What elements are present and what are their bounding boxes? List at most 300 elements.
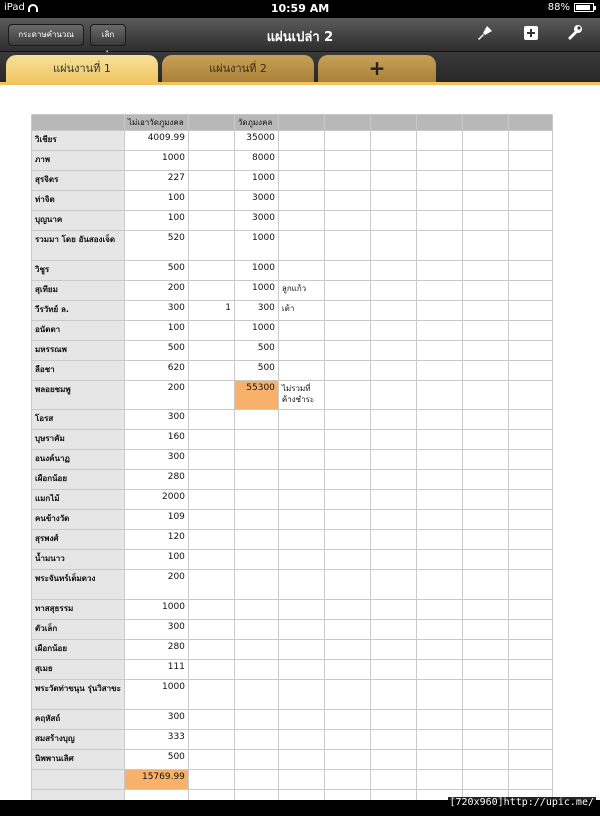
table-cell[interactable] xyxy=(416,550,462,570)
table-cell[interactable] xyxy=(188,570,234,600)
table-cell[interactable]: 160 xyxy=(124,430,188,450)
table-cell[interactable] xyxy=(416,341,462,361)
header-cell[interactable] xyxy=(324,115,370,131)
table-cell[interactable] xyxy=(508,550,552,570)
table-cell[interactable] xyxy=(324,381,370,410)
table-cell[interactable]: 100 xyxy=(124,550,188,570)
table-cell[interactable] xyxy=(462,281,508,301)
table-cell[interactable]: 280 xyxy=(124,640,188,660)
table-cell[interactable] xyxy=(508,430,552,450)
row-label-cell[interactable]: บุญนาค xyxy=(32,211,125,231)
row-label-cell[interactable]: ลือชา xyxy=(32,361,125,381)
table-cell[interactable] xyxy=(462,321,508,341)
table-cell[interactable] xyxy=(416,321,462,341)
table-cell[interactable] xyxy=(416,660,462,680)
table-cell[interactable]: 520 xyxy=(124,231,188,261)
row-label-cell[interactable]: อนงค์นาฏ xyxy=(32,450,125,470)
table-cell[interactable]: 300 xyxy=(234,301,278,321)
table-cell[interactable] xyxy=(416,361,462,381)
tab-sheet-2[interactable]: แผ่นงานที่ 2 xyxy=(162,55,314,85)
table-cell[interactable] xyxy=(188,171,234,191)
table-cell[interactable] xyxy=(234,730,278,750)
table-cell[interactable] xyxy=(324,410,370,430)
spreadsheet-canvas[interactable] xyxy=(0,85,600,800)
table-cell[interactable] xyxy=(462,430,508,450)
table-cell[interactable] xyxy=(462,510,508,530)
table-cell[interactable] xyxy=(370,750,416,770)
row-label-cell[interactable]: ทาสสุธรรม xyxy=(32,600,125,620)
row-label-cell[interactable]: วิเชียร xyxy=(32,131,125,151)
table-cell[interactable] xyxy=(324,680,370,710)
table-cell[interactable]: 100 xyxy=(124,211,188,231)
row-label-cell[interactable]: วิชูร xyxy=(32,261,125,281)
table-cell[interactable] xyxy=(124,790,188,801)
table-cell[interactable] xyxy=(278,530,324,550)
table-cell[interactable] xyxy=(188,750,234,770)
table-cell[interactable] xyxy=(508,381,552,410)
table-cell[interactable] xyxy=(416,231,462,261)
table-cell[interactable] xyxy=(370,151,416,171)
table-cell[interactable] xyxy=(416,730,462,750)
table-cell[interactable] xyxy=(462,171,508,191)
table-cell[interactable] xyxy=(278,171,324,191)
row-label-cell[interactable]: สุเทียม xyxy=(32,281,125,301)
table-cell[interactable] xyxy=(462,151,508,171)
table-cell[interactable] xyxy=(188,410,234,430)
table-cell[interactable] xyxy=(324,450,370,470)
table-cell[interactable] xyxy=(416,770,462,790)
row-label-cell[interactable]: วีรวัทย์ ล. xyxy=(32,301,125,321)
table-cell[interactable] xyxy=(508,450,552,470)
table-cell[interactable]: 300 xyxy=(124,301,188,321)
table-cell[interactable] xyxy=(234,620,278,640)
table-cell[interactable] xyxy=(462,660,508,680)
header-cell[interactable]: วัดภูมงคล xyxy=(234,115,278,131)
table-cell[interactable] xyxy=(188,281,234,301)
table-cell[interactable]: 333 xyxy=(124,730,188,750)
table-cell[interactable] xyxy=(324,770,370,790)
row-label-cell[interactable]: คฤหัสถ์ xyxy=(32,710,125,730)
table-cell[interactable] xyxy=(508,410,552,430)
spreadsheet-table[interactable] xyxy=(31,114,553,800)
row-label-cell[interactable]: พระวัดท่าขนุน รุ่นวิสาขะ xyxy=(32,680,125,710)
table-cell[interactable] xyxy=(508,191,552,211)
table-cell[interactable] xyxy=(462,211,508,231)
header-cell[interactable] xyxy=(32,115,125,131)
row-label-cell[interactable]: น้ำมนาว xyxy=(32,550,125,570)
row-label-cell[interactable]: เผือกน้อย xyxy=(32,640,125,660)
table-cell[interactable] xyxy=(462,570,508,600)
table-cell[interactable] xyxy=(278,361,324,381)
table-cell[interactable] xyxy=(508,510,552,530)
table-cell[interactable] xyxy=(324,660,370,680)
table-cell[interactable] xyxy=(416,381,462,410)
row-label-cell[interactable]: สุเมธ xyxy=(32,660,125,680)
table-cell[interactable] xyxy=(188,341,234,361)
table-cell[interactable]: 2000 xyxy=(124,490,188,510)
table-cell[interactable] xyxy=(416,680,462,710)
header-cell[interactable] xyxy=(188,115,234,131)
table-cell[interactable]: 1000 xyxy=(124,680,188,710)
table-cell[interactable] xyxy=(188,640,234,660)
row-label-cell[interactable]: รวมมา โดย อันสองเจ็ด xyxy=(32,231,125,261)
table-cell[interactable] xyxy=(324,341,370,361)
table-cell[interactable] xyxy=(278,510,324,530)
table-cell[interactable] xyxy=(370,470,416,490)
table-cell[interactable] xyxy=(278,570,324,600)
table-cell[interactable]: 280 xyxy=(124,470,188,490)
table-cell[interactable] xyxy=(508,341,552,361)
table-cell[interactable] xyxy=(416,750,462,770)
table-cell[interactable] xyxy=(370,530,416,550)
table-cell[interactable] xyxy=(370,710,416,730)
table-cell[interactable] xyxy=(234,750,278,770)
row-label-cell[interactable]: สมสร้างบุญ xyxy=(32,730,125,750)
table-cell[interactable]: 1000 xyxy=(124,151,188,171)
table-cell[interactable] xyxy=(188,770,234,790)
table-cell[interactable]: 500 xyxy=(124,750,188,770)
table-cell[interactable] xyxy=(508,321,552,341)
table-cell[interactable] xyxy=(462,410,508,430)
table-cell[interactable] xyxy=(278,550,324,570)
table-cell[interactable] xyxy=(370,261,416,281)
table-cell[interactable] xyxy=(370,660,416,680)
table-cell[interactable] xyxy=(188,600,234,620)
add-sheet-button[interactable]: + xyxy=(318,55,436,85)
table-cell[interactable] xyxy=(188,470,234,490)
table-cell[interactable] xyxy=(508,570,552,600)
table-cell[interactable]: 109 xyxy=(124,510,188,530)
table-cell[interactable] xyxy=(416,301,462,321)
table-cell[interactable] xyxy=(324,620,370,640)
table-cell[interactable] xyxy=(278,620,324,640)
table-cell[interactable] xyxy=(324,430,370,450)
table-cell[interactable]: 300 xyxy=(124,710,188,730)
table-cell[interactable] xyxy=(188,530,234,550)
table-cell[interactable] xyxy=(324,261,370,281)
table-cell[interactable] xyxy=(188,361,234,381)
table-cell[interactable] xyxy=(278,410,324,430)
table-cell[interactable] xyxy=(508,730,552,750)
table-cell[interactable] xyxy=(370,510,416,530)
row-label-cell[interactable] xyxy=(32,770,125,790)
table-cell[interactable] xyxy=(278,680,324,710)
table-cell[interactable] xyxy=(370,381,416,410)
row-label-cell[interactable]: อนัตตา xyxy=(32,321,125,341)
table-cell[interactable] xyxy=(188,510,234,530)
table-cell[interactable] xyxy=(370,231,416,261)
table-cell[interactable]: 1000 xyxy=(234,231,278,261)
table-cell[interactable] xyxy=(278,640,324,660)
table-cell[interactable]: 4009.99 xyxy=(124,131,188,151)
insert-icon[interactable] xyxy=(520,24,542,46)
table-cell[interactable] xyxy=(188,450,234,470)
table-cell[interactable] xyxy=(462,550,508,570)
table-cell[interactable]: 100 xyxy=(124,191,188,211)
row-label-cell[interactable]: เผือกน้อย xyxy=(32,470,125,490)
table-cell[interactable] xyxy=(462,341,508,361)
table-cell[interactable]: 1000 xyxy=(124,600,188,620)
table-cell[interactable] xyxy=(324,211,370,231)
table-cell[interactable]: 300 xyxy=(124,450,188,470)
table-cell[interactable] xyxy=(324,281,370,301)
table-cell[interactable]: 111 xyxy=(124,660,188,680)
table-cell[interactable] xyxy=(278,660,324,680)
table-cell[interactable] xyxy=(370,321,416,341)
table-cell[interactable]: 3000 xyxy=(234,211,278,231)
table-cell[interactable]: 500 xyxy=(234,341,278,361)
table-cell[interactable] xyxy=(278,321,324,341)
tab-sheet-1[interactable]: แผ่นงานที่ 1 xyxy=(6,55,158,85)
table-cell[interactable] xyxy=(370,600,416,620)
table-cell[interactable] xyxy=(416,281,462,301)
table-cell[interactable] xyxy=(324,510,370,530)
table-cell[interactable] xyxy=(416,510,462,530)
table-cell[interactable] xyxy=(416,710,462,730)
table-cell[interactable] xyxy=(370,450,416,470)
table-cell[interactable] xyxy=(278,470,324,490)
table-cell[interactable] xyxy=(324,151,370,171)
table-cell[interactable] xyxy=(462,231,508,261)
table-cell[interactable] xyxy=(508,211,552,231)
table-cell[interactable] xyxy=(508,361,552,381)
table-cell[interactable] xyxy=(278,770,324,790)
table-cell[interactable]: 55300 xyxy=(234,381,278,410)
table-cell[interactable] xyxy=(278,211,324,231)
table-cell[interactable] xyxy=(416,410,462,430)
table-cell[interactable] xyxy=(416,470,462,490)
table-cell[interactable] xyxy=(234,640,278,660)
table-cell[interactable] xyxy=(416,530,462,550)
table-cell[interactable] xyxy=(234,550,278,570)
table-cell[interactable] xyxy=(508,261,552,281)
table-cell[interactable]: 120 xyxy=(124,530,188,550)
table-cell[interactable] xyxy=(462,770,508,790)
table-cell[interactable] xyxy=(188,381,234,410)
table-cell[interactable] xyxy=(462,680,508,710)
table-cell[interactable] xyxy=(508,530,552,550)
table-cell[interactable] xyxy=(508,640,552,660)
table-cell[interactable] xyxy=(278,450,324,470)
table-cell[interactable] xyxy=(234,470,278,490)
table-cell[interactable]: 500 xyxy=(124,341,188,361)
table-cell[interactable] xyxy=(370,770,416,790)
table-cell[interactable] xyxy=(234,710,278,730)
row-label-cell[interactable] xyxy=(32,790,125,801)
table-cell[interactable] xyxy=(324,640,370,660)
table-cell[interactable] xyxy=(416,600,462,620)
table-cell[interactable] xyxy=(462,191,508,211)
table-cell[interactable] xyxy=(324,231,370,261)
table-cell[interactable]: 300 xyxy=(124,620,188,640)
table-cell[interactable]: 100 xyxy=(124,321,188,341)
table-cell[interactable] xyxy=(416,131,462,151)
table-cell[interactable] xyxy=(370,171,416,191)
table-cell[interactable] xyxy=(508,231,552,261)
table-cell[interactable] xyxy=(188,131,234,151)
table-cell[interactable] xyxy=(370,490,416,510)
table-cell[interactable] xyxy=(416,261,462,281)
table-cell[interactable] xyxy=(188,710,234,730)
table-cell[interactable] xyxy=(508,490,552,510)
table-cell[interactable] xyxy=(370,570,416,600)
table-cell[interactable] xyxy=(278,131,324,151)
table-cell[interactable] xyxy=(508,750,552,770)
table-cell[interactable] xyxy=(324,171,370,191)
table-cell[interactable] xyxy=(234,600,278,620)
table-cell[interactable] xyxy=(370,550,416,570)
table-cell[interactable] xyxy=(416,171,462,191)
table-cell[interactable] xyxy=(188,261,234,281)
table-cell[interactable] xyxy=(462,381,508,410)
table-cell[interactable] xyxy=(278,341,324,361)
table-cell[interactable] xyxy=(234,770,278,790)
table-cell[interactable] xyxy=(278,730,324,750)
table-cell[interactable] xyxy=(462,620,508,640)
table-cell[interactable] xyxy=(278,490,324,510)
table-cell[interactable] xyxy=(234,490,278,510)
header-cell[interactable] xyxy=(462,115,508,131)
table-cell[interactable]: 1000 xyxy=(234,321,278,341)
table-cell[interactable] xyxy=(508,151,552,171)
table-cell[interactable] xyxy=(324,730,370,750)
table-cell[interactable] xyxy=(324,530,370,550)
table-cell[interactable]: 15769.99 xyxy=(124,770,188,790)
table-cell[interactable] xyxy=(324,321,370,341)
table-cell[interactable] xyxy=(462,301,508,321)
table-cell[interactable] xyxy=(416,430,462,450)
table-cell[interactable] xyxy=(370,730,416,750)
table-cell[interactable] xyxy=(462,470,508,490)
table-cell[interactable] xyxy=(462,600,508,620)
table-cell[interactable] xyxy=(324,361,370,381)
table-cell[interactable] xyxy=(508,301,552,321)
table-cell[interactable] xyxy=(416,620,462,640)
table-cell[interactable] xyxy=(508,620,552,640)
table-cell[interactable] xyxy=(324,790,370,801)
table-cell[interactable] xyxy=(508,171,552,191)
table-cell[interactable] xyxy=(234,410,278,430)
table-cell[interactable] xyxy=(370,680,416,710)
format-brush-icon[interactable] xyxy=(474,24,496,46)
table-cell[interactable] xyxy=(416,151,462,171)
table-cell[interactable]: 35000 xyxy=(234,131,278,151)
table-cell[interactable] xyxy=(416,191,462,211)
row-label-cell[interactable]: พระจันทร์เต็มดวง xyxy=(32,570,125,600)
table-cell[interactable] xyxy=(370,301,416,321)
table-cell[interactable] xyxy=(234,660,278,680)
table-cell[interactable] xyxy=(188,211,234,231)
table-cell[interactable]: ไม่รวมที่ค้างชำระ xyxy=(278,381,324,410)
table-cell[interactable] xyxy=(324,470,370,490)
row-label-cell[interactable]: มหรรณพ xyxy=(32,341,125,361)
table-cell[interactable]: 8000 xyxy=(234,151,278,171)
header-cell[interactable]: ไม่เอาวัดภูมงคล xyxy=(124,115,188,131)
table-cell[interactable] xyxy=(370,430,416,450)
table-cell[interactable] xyxy=(188,680,234,710)
table-cell[interactable] xyxy=(188,490,234,510)
table-cell[interactable] xyxy=(278,430,324,450)
table-cell[interactable] xyxy=(370,361,416,381)
table-cell[interactable] xyxy=(234,510,278,530)
table-cell[interactable] xyxy=(324,131,370,151)
table-cell[interactable]: 1000 xyxy=(234,171,278,191)
table-cell[interactable] xyxy=(370,211,416,231)
table-cell[interactable]: 200 xyxy=(124,570,188,600)
table-cell[interactable] xyxy=(370,640,416,660)
table-cell[interactable] xyxy=(508,281,552,301)
header-cell[interactable] xyxy=(416,115,462,131)
table-cell[interactable] xyxy=(188,660,234,680)
table-cell[interactable]: ลูกแก้ว xyxy=(278,281,324,301)
table-cell[interactable] xyxy=(370,790,416,801)
row-label-cell[interactable]: พลอยชมพู xyxy=(32,381,125,410)
table-cell[interactable] xyxy=(462,261,508,281)
table-cell[interactable] xyxy=(324,600,370,620)
row-label-cell[interactable]: ตัวเล็ก xyxy=(32,620,125,640)
row-label-cell[interactable]: แมกไม้ xyxy=(32,490,125,510)
table-cell[interactable]: 620 xyxy=(124,361,188,381)
table-cell[interactable] xyxy=(234,530,278,550)
table-cell[interactable] xyxy=(508,710,552,730)
table-cell[interactable] xyxy=(462,640,508,660)
table-cell[interactable]: 200 xyxy=(124,281,188,301)
table-cell[interactable]: 200 xyxy=(124,381,188,410)
table-cell[interactable] xyxy=(416,450,462,470)
table-cell[interactable] xyxy=(234,430,278,450)
table-cell[interactable] xyxy=(188,620,234,640)
spreadsheets-button[interactable]: กระดาษคำนวณ xyxy=(8,24,84,46)
table-cell[interactable] xyxy=(324,301,370,321)
table-cell[interactable] xyxy=(324,750,370,770)
table-cell[interactable] xyxy=(278,231,324,261)
row-label-cell[interactable]: ท่าจิต xyxy=(32,191,125,211)
table-cell[interactable] xyxy=(370,131,416,151)
table-cell[interactable] xyxy=(278,151,324,171)
table-cell[interactable] xyxy=(416,640,462,660)
table-cell[interactable] xyxy=(370,191,416,211)
row-label-cell[interactable]: ภาพ xyxy=(32,151,125,171)
table-cell[interactable] xyxy=(508,131,552,151)
table-cell[interactable]: 500 xyxy=(234,361,278,381)
table-cell[interactable]: 1000 xyxy=(234,261,278,281)
table-cell[interactable] xyxy=(462,490,508,510)
table-cell[interactable]: เต้า xyxy=(278,301,324,321)
table-cell[interactable]: 1 xyxy=(188,301,234,321)
table-cell[interactable] xyxy=(188,151,234,171)
table-cell[interactable] xyxy=(508,680,552,710)
undo-button[interactable]: เลิก xyxy=(90,24,126,46)
row-label-cell[interactable]: โอรส xyxy=(32,410,125,430)
row-label-cell[interactable]: บุษราคัม xyxy=(32,430,125,450)
table-cell[interactable] xyxy=(462,730,508,750)
table-cell[interactable] xyxy=(188,321,234,341)
row-label-cell[interactable]: คนข้างวัด xyxy=(32,510,125,530)
table-cell[interactable] xyxy=(234,450,278,470)
table-cell[interactable] xyxy=(324,710,370,730)
table-cell[interactable] xyxy=(508,770,552,790)
table-cell[interactable]: 1000 xyxy=(234,281,278,301)
table-cell[interactable] xyxy=(508,660,552,680)
table-cell[interactable] xyxy=(278,261,324,281)
table-cell[interactable] xyxy=(234,680,278,710)
table-cell[interactable] xyxy=(508,470,552,490)
table-cell[interactable] xyxy=(278,600,324,620)
table-cell[interactable] xyxy=(508,600,552,620)
table-cell[interactable] xyxy=(278,710,324,730)
table-cell[interactable]: 3000 xyxy=(234,191,278,211)
table-cell[interactable] xyxy=(462,710,508,730)
